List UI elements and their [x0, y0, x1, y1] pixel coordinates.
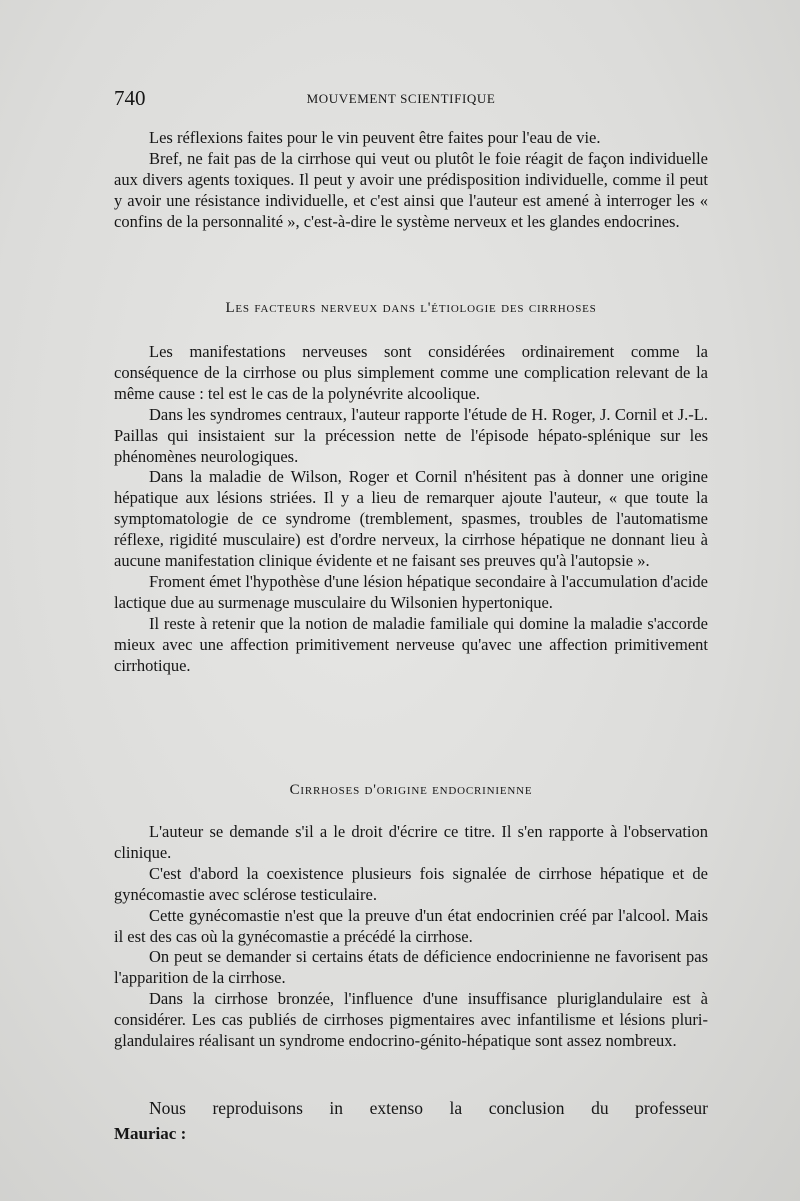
- paragraph: Dans la maladie de Wilson, Roger et Cornil n'hésitent pas à donner une origine hépatique aux lésions striées. Il y a lieu de remarquer ajoute l'auteur, « que toute la symptomatologie de ce syndrome (tremblement, spasmes, troubles de l'automatisme réflexe, rigidité musculaire) est d'ordre nerveux, la cirrhose hépatique ne donnant lieu à aucune manifestation clinique évidente et ne faisant ses preuves qu'à l'autopsie ».: [114, 467, 708, 571]
- paragraph: Les manifestations nerveuses sont considérées ordinairement comme la conséquence de la cirrhose ou plus simplement comme une complication relevant de la même cause : tel est le cas de la polynévrite alcoolique.: [114, 342, 708, 403]
- paragraph: On peut se demander si certains états de déficience endocrinienne ne favorisent pas l'apparition de la cirrhose.: [114, 947, 708, 988]
- section-heading: Cirrhoses d'origine endocrinienne: [289, 782, 533, 798]
- paragraph: Les réflexions faites pour le vin peuvent être faites pour l'eau de vie.: [149, 128, 601, 147]
- page-header: [114, 86, 688, 110]
- section-body: [114, 822, 708, 1052]
- paragraph: Cette gynécomastie n'est que la preuve d'un état endocrinien créé par l'alcool. Mais il est des cas où la gynécomastie a précédé la cirrhose.: [114, 905, 708, 946]
- page-number: 740: [114, 86, 146, 110]
- paragraph: L'auteur se demande s'il a le droit d'écrire ce titre. Il s'en rapporte à l'observation clinique.: [114, 822, 708, 862]
- paragraph: Dans la cirrhose bronzée, l'influence d'une insuffisance pluriglandulaire est à considérer. Les cas publiés de cirrhoses pigmentaires avec infantilisme et lésions pluri-glandulaires réalisant un syndrome endocrino-génito-hépatique sont assez nombreux.: [114, 989, 708, 1051]
- paragraph: C'est d'abord la coexistence plusieurs fois signalée de cirrhose hépatique et de gynécomastie avec sclérose testiculaire.: [114, 863, 708, 904]
- section-heading: Les facteurs nerveux dans l'étiologie des cirrhoses: [225, 300, 597, 316]
- signature: Mauriac :: [114, 1124, 187, 1143]
- intro-block: [114, 128, 708, 233]
- closing-line: Nous reproduisons in extenso la conclusion du professeur: [149, 1098, 708, 1118]
- paragraph: Il reste à retenir que la notion de maladie familiale qui domine la maladie s'accorde mieux avec une affection primitivement nerveuse qu'avec une affection primitivement cirrhotique.: [114, 613, 708, 675]
- section-body: [114, 342, 708, 677]
- paragraph: Dans les syndromes centraux, l'auteur rapporte l'étude de H. Roger, J. Cornil et J.-L. Paillas qui insistaient sur la précession nette de l'épisode hépato-splénique sur les phénomènes neurologiques.: [114, 404, 708, 466]
- paragraph: Bref, ne fait pas de la cirrhose qui veut ou plutôt le foie réagit de façon individuelle aux divers agents toxiques. Il peut y avoir une prédisposition individuelle, comme il peut y avoir une résistance individuelle, et c'est ainsi que l'auteur est amené à interroger les « confins de la personnalité », c'est-à-dire le système nerveux et les glandes endocrines.: [114, 148, 708, 231]
- paragraph: Froment émet l'hypothèse d'une lésion hépatique secondaire à l'accumulation d'acide lactique due au surmenage musculaire du Wilsonien hypertonique.: [114, 571, 708, 612]
- running-title: MOUVEMENT SCIENTIFIQUE: [306, 91, 496, 106]
